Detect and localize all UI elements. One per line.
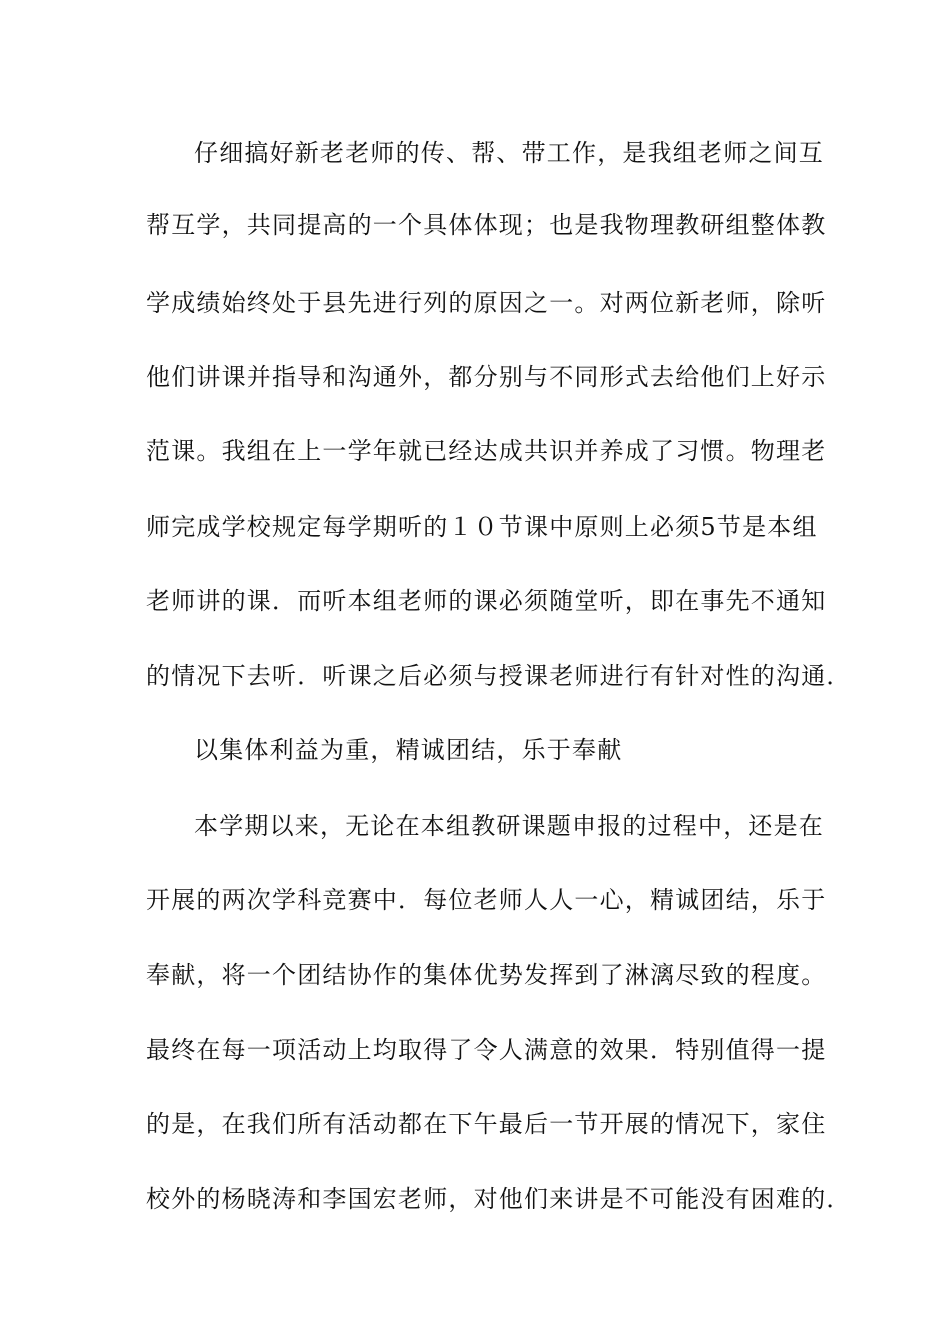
paragraph-line-12: 最终在每一项活动上均取得了令人满意的效果．特别值得一提 [146, 1036, 827, 1064]
paragraph-line-10: 开展的两次学科竞赛中．每位老师人人一心，精诚团结，乐于 [146, 886, 827, 914]
paragraph-line-1: 仔细搞好新老老师的传、帮、带工作，是我组老师之间互 [194, 139, 824, 167]
paragraph-line-13: 的是，在我们所有活动都在下午最后一节开展的情况下，家住 [146, 1110, 827, 1138]
paragraph-line-9: 本学期以来，无论在本组教研课题申报的过程中，还是在 [194, 812, 824, 840]
paragraph-line-8: 的情况下去听．听课之后必须与授课老师进行有针对性的沟通． [146, 662, 852, 690]
paragraph-line-3: 学成绩始终处于县先进行列的原因之一。对两位新老师，除听 [146, 289, 827, 317]
paragraph-line-6: 师完成学校规定每学期听的１０节课中原则上必须5节是本组 [146, 513, 818, 541]
paragraph-line-14: 校外的杨晓涛和李国宏老师，对他们来讲是不可能没有困难的． [146, 1185, 852, 1213]
paragraph-line-5: 范课。我组在上一学年就已经达成共识并养成了习惯。物理老 [146, 437, 827, 465]
paragraph-line-4: 他们讲课并指导和沟通外，都分别与不同形式去给他们上好示 [146, 363, 827, 391]
paragraph-line-11: 奉献，将一个团结协作的集体优势发挥到了淋漓尽致的程度。 [146, 961, 827, 989]
section-heading: 以集体利益为重，精诚团结，乐于奉献 [194, 736, 623, 764]
paragraph-line-2: 帮互学，共同提高的一个具体体现；也是我物理教研组整体教 [146, 211, 827, 239]
paragraph-line-7: 老师讲的课．而听本组老师的课必须随堂听，即在事先不通知 [146, 587, 827, 615]
